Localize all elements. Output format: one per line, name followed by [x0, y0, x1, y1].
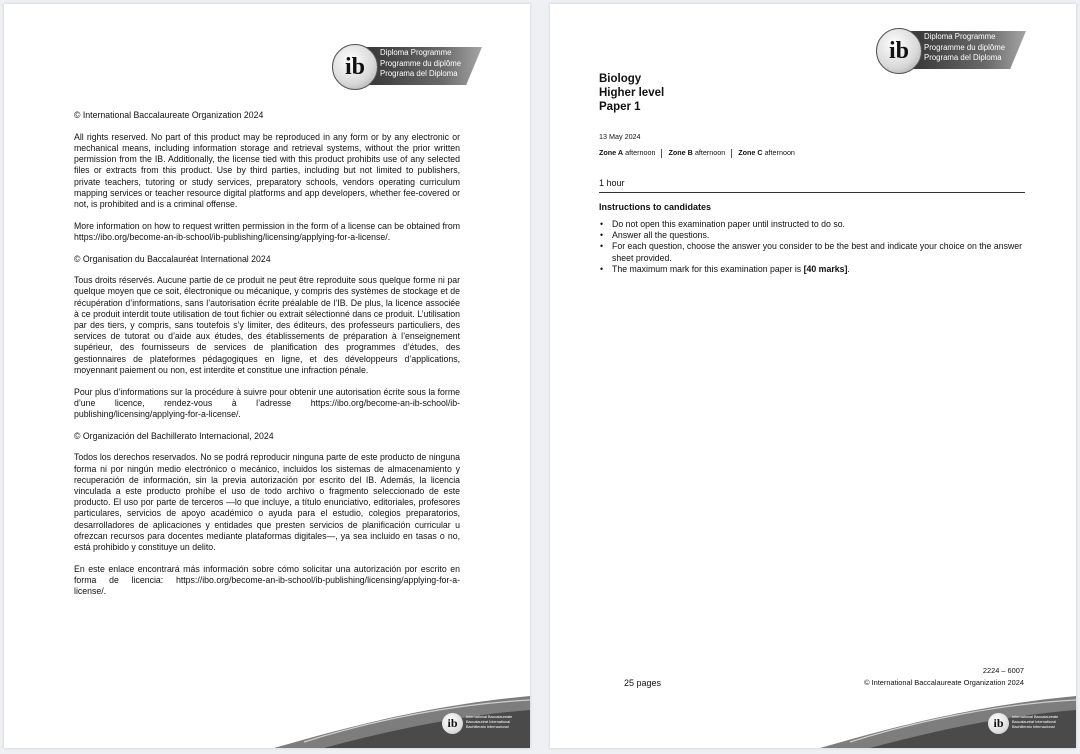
logo-labels: [380, 48, 461, 80]
ib-diploma-logo: [332, 44, 492, 88]
instruction-item: • For each question, choose the answer you consider to be the best and indicate your choice on the answer sheet provided.: [599, 241, 1025, 263]
page-count: 25 pages: [624, 678, 662, 688]
instruction-item: • Answer all the questions.: [599, 230, 1025, 241]
zone-label: Zone B: [668, 148, 693, 157]
subject-title: Biology: [599, 73, 642, 85]
exam-duration: 1 hour: [599, 178, 625, 188]
info-en: More information on how to request written permission in the form of a license can be obtained from https://ibo.org/become-an-ib-school/ib-publishing/licensing/applying-for-a-license/.: [74, 220, 460, 242]
exam-title: [599, 72, 664, 114]
instruction-item: • Do not open this examination paper until instructed to do so.: [599, 219, 1025, 230]
logo-line-fr: Programme du diplôme: [380, 58, 462, 68]
logo-line-es: Programa del Diploma: [924, 53, 1002, 62]
logo-line-en: Diploma Programme: [380, 48, 452, 57]
zone-label: Zone A: [599, 148, 624, 157]
ib-emblem-icon: ib: [876, 28, 922, 74]
footer-logo-line-es: Bachillerato Internacional: [1012, 725, 1055, 729]
footer-logo-line-fr: Baccalauréat International: [466, 720, 511, 724]
zone-time: afternoon: [694, 148, 726, 157]
zone-time: afternoon: [764, 148, 795, 157]
ib-footer-emblem-icon: ib: [988, 713, 1009, 734]
divider-rule: [599, 192, 1025, 193]
legal-text: [74, 110, 460, 608]
zone-times: [599, 148, 795, 158]
exam-date: 13 May 2024: [599, 132, 641, 141]
ib-emblem-icon: ib: [332, 44, 378, 90]
instruction-item: [599, 264, 1025, 275]
copyright-page: [4, 4, 530, 748]
cover-page: [550, 4, 1076, 748]
footer-logo-line-en: International Baccalaureate: [1012, 715, 1059, 719]
max-mark-text: The maximum mark for this examination paper is: [612, 263, 804, 274]
copyright-es: © Organización del Bachillerato Internacional, 2024: [74, 430, 274, 441]
zone-label: Zone C: [738, 148, 763, 157]
footer-logo-labels: [1012, 715, 1058, 730]
paper-title: Paper 1: [599, 101, 641, 113]
footer-logo-line-en: International Baccalaureate: [466, 715, 513, 719]
paper-code: 2224 – 6007: [982, 666, 1024, 675]
footer-logo-line-es: Bachillerato Internacional: [466, 725, 509, 729]
ib-footer-logo: [988, 712, 1068, 736]
copyright-fr: © Organisation du Baccalauréat International 2024: [74, 253, 271, 264]
info-es: En este enlace encontrará más información sobre cómo solicitar una autorización por escrito en forma de licencia: https://ibo.org/become-an-ib-school/ib-publishing/licensing/applying-for-a-license/.: [74, 563, 460, 597]
logo-labels: [924, 32, 1005, 64]
logo-line-es: Programa del Diploma: [380, 69, 458, 78]
footer-logo-line-fr: Baccalauréat International: [1012, 720, 1057, 724]
logo-line-fr: Programme du diplôme: [924, 42, 1006, 52]
ib-diploma-logo: [876, 28, 1036, 72]
logo-line-en: Diploma Programme: [924, 32, 996, 41]
instructions-list: [599, 219, 1025, 275]
level-title: Higher level: [599, 87, 665, 99]
ib-footer-logo: [442, 712, 522, 736]
footer-copyright: © International Baccalaureate Organization 2024: [864, 678, 1024, 687]
ib-footer-emblem-icon: ib: [442, 713, 463, 734]
rights-fr: Tous droits réservés. Aucune partie de ce produit ne peut être reproduite sous quelque forme ni par quelque moyen que ce soit, électronique ou mécanique, y compris des systèmes de stockage et de récupération d’informations, sans l’autorisation écrite préalable de l’IB. De plus, la licence associée à ce produit interdit toute utilisation de tout fichier ou extrait sélectionné dans ce produit. L’utilisation par des tiers, y compris, sans toutefois s’y limiter, des éditeurs, des professeurs particuliers, des services de tutorat ou d’aide aux études, des établissements de préparation à l’enseignement supérieur, des fournisseurs de services de planification des programmes d’études, des gestionnaires de plateformes pédagogiques en ligne, et des développeurs d’applications, moyennant paiement ou non, est interdite et constitue une infraction pénale.: [74, 275, 460, 375]
max-mark-end: .: [847, 263, 850, 274]
max-mark-value: [40 marks]: [803, 263, 848, 274]
zone-separator: [661, 149, 662, 158]
rights-en: All rights reserved. No part of this product may be reproduced in any form or by any electronic or mechanical means, including information storage and retrieval systems, without the prior written permission from the IB. Additionally, the license tied with this product prohibits use of any selected files or extracts from this product. Use by third parties, including but not limited to publishers, private teachers, tutoring or study services, preparatory schools, vendors operating curriculum mapping services or teacher resource digital platforms and app developers, whether fee-covered or not, is prohibited and is a criminal offense.: [74, 131, 460, 209]
instructions-heading: Instructions to candidates: [599, 202, 712, 212]
info-fr: Pour plus d’informations sur la procédure à suivre pour obtenir une autorisation écrite sous la forme d’une licence, rendez-vous à l’adresse https://ibo.org/become-an-ib-school/ib-publishing/licensing/applying-for-a-license/.: [74, 386, 460, 419]
zone-separator: [731, 149, 732, 158]
footer-logo-labels: [466, 715, 512, 730]
rights-es: Todos los derechos reservados. No se podrá reproducir ninguna parte de este producto de ninguna forma ni por ningún medio electrónico o mecánico, incluidos los sistemas de almacenamiento y recuperación de información, sin la previa autorización por escrito del IB. Además, la licencia vinculada a este producto prohíbe el uso de todo archivo o fragmento seleccionado de este producto. El uso por parte de terceros —lo que incluye, a título enunciativo, editoriales, profesores particulares, servicios de apoyo académico o ayuda para el estudio, colegios preparatorios, desarrolladores de aplicaciones y entidades que presten servicios de planificación curricular u ofrezcan recursos para docentes mediante plataformas digitales—, ya sea incluido en tasas o no, está prohibido y constituye un delito.: [74, 452, 460, 552]
zone-time: afternoon: [625, 148, 656, 157]
copyright-en: © International Baccalaureate Organization 2024: [74, 110, 264, 120]
